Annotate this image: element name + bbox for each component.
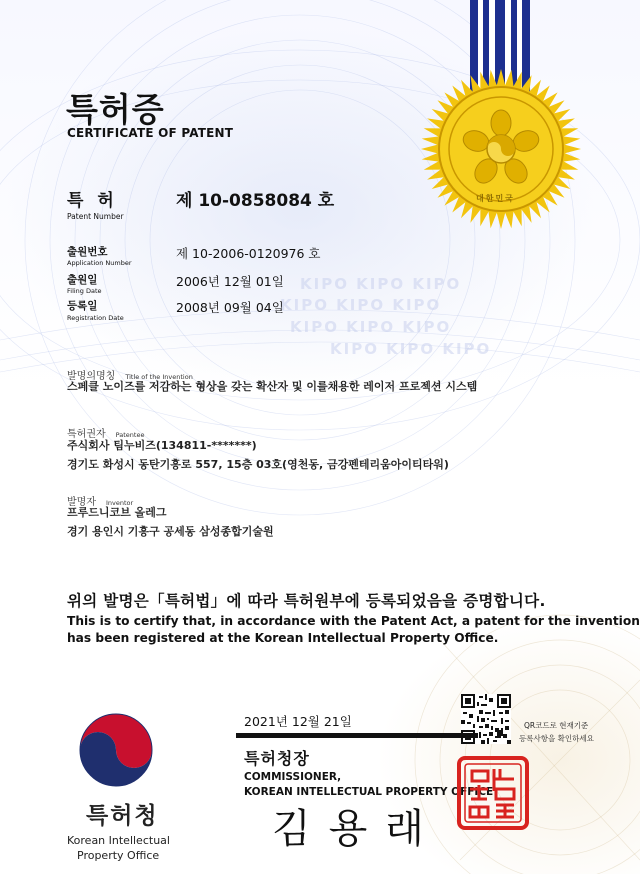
issue-date: 2021년 12월 21일 [244, 714, 352, 729]
patent-number-label-en: Patent Number [67, 212, 124, 221]
kipo-name-ko: 특허청 [86, 803, 159, 829]
kipo-watermark: KIPO KIPO KIPO [300, 275, 462, 293]
inventor-address: 경기 용인시 기흥구 공세동 삼성종합기술원 [67, 525, 274, 538]
kipo-name-en-line1: Korean Intellectual [67, 834, 170, 847]
kipo-watermark: KIPO KIPO KIPO [280, 296, 442, 314]
kipo-name-en-line2: Property Office [77, 849, 160, 862]
official-seal-icon [456, 755, 530, 831]
patent-number-value: 제 10-0858084 호 [176, 191, 335, 211]
patent-number-label: 특 허 [67, 191, 118, 211]
patentee-name: 주식회사 팀누비즈(134811-*******) [67, 439, 257, 452]
kipo-logo-icon [78, 712, 154, 788]
gold-seal-icon [418, 66, 584, 232]
certification-statement-en [67, 613, 640, 647]
registration-date-value: 2008년 09월 04일 [176, 300, 284, 315]
application-number-label-en: Application Number [67, 259, 132, 267]
application-number-value: 제 10-2006-0120976 호 [176, 246, 321, 261]
qr-note-line2: 등록사항을 확인하세요 [519, 734, 594, 743]
certificate-title-en: CERTIFICATE OF PATENT [67, 126, 234, 140]
invention-title-value: 스페클 노이즈를 저감하는 형상을 갖는 확산자 및 이를채용한 레이저 프로젝션 시스템 [67, 380, 478, 393]
certification-statement-en-line1: This is to certify that, in accordance with the Patent Act, a patent for the invention [67, 614, 640, 628]
commissioner-signature: 김용래 [272, 806, 442, 852]
certification-statement-ko: 위의 발명은「특허법」에 따라 특허원부에 등록되었음을 증명합니다. [67, 592, 546, 610]
filing-date-label-en: Filing Date [67, 287, 102, 295]
commissioner-title-en-line2: KOREAN INTELLECTUAL PROPERTY OFFICE [244, 786, 494, 798]
filing-date-value: 2006년 12월 01일 [176, 274, 284, 289]
certificate-title: 특허증 [66, 90, 165, 129]
qr-note-line1: QR코드로 현재기준 [524, 721, 589, 730]
patentee-label: 특허권자 [67, 429, 106, 440]
commissioner-title-ko: 특허청장 [244, 749, 310, 768]
registration-date-label: 등록일 [67, 300, 98, 312]
application-number-label: 출원번호 [67, 246, 108, 258]
invention-title-label-en: Title of the Invention [125, 373, 193, 381]
commissioner-title-en-line1: COMMISSIONER, [244, 771, 342, 783]
kipo-watermark: KIPO KIPO KIPO [290, 318, 452, 336]
certification-statement-en-line2: has been registered at the Korean Intellectual Property Office. [67, 631, 499, 645]
kipo-watermark: KIPO KIPO KIPO [330, 340, 492, 358]
inventor-name: 프루드니코브 올레그 [67, 506, 167, 519]
commissioner-divider [236, 733, 478, 738]
patentee-label-en: Patentee [115, 431, 145, 439]
registration-date-label-en: Registration Date [67, 314, 124, 322]
invention-title-label: 발명의명칭 [67, 371, 116, 382]
emblem-text: 대한민국 [476, 194, 515, 203]
patentee-address: 경기도 화성시 동탄기흥로 557, 15층 03호(영천동, 금강펜테리움아이티타워) [67, 458, 449, 471]
inventor-label-en: Inventor [105, 499, 134, 507]
filing-date-label: 출원일 [67, 274, 98, 286]
inventor-label: 발명자 [67, 497, 96, 508]
